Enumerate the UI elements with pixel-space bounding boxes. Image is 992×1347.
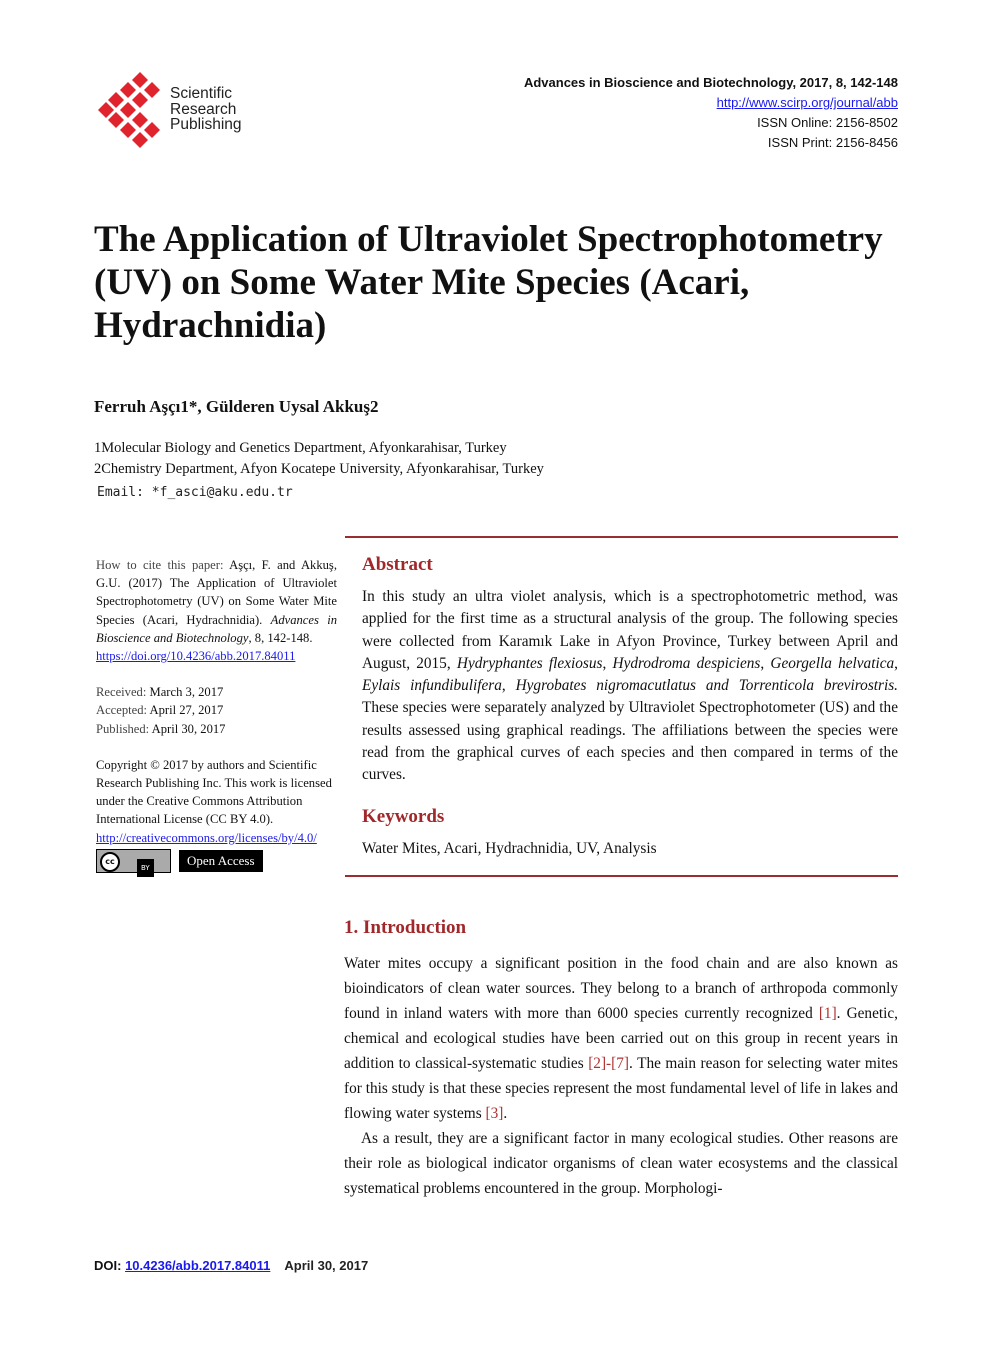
journal-url-link[interactable]: http://www.scirp.org/journal/abb xyxy=(716,95,898,110)
reference-link[interactable]: [3] xyxy=(485,1105,504,1122)
journal-header xyxy=(524,73,898,153)
published-date: April 30, 2017 xyxy=(151,721,226,736)
text: . The main reason for selecting water mites for this study is that these species represent the most fundamental level of life in lakes and flowing water systems xyxy=(344,1055,898,1122)
journal-citation: Advances in Bioscience and Biotechnology, 2017, 8, 142-148 xyxy=(523,75,898,90)
cite-text: Aşçı, F. and Akkuş, G.U. (2017) The Application of Ultraviolet Spectrophotometry (UV) on Some Water Mite Species (Acari, Hydrachnidia). xyxy=(96,558,337,627)
cite-label: How to cite this paper: xyxy=(96,558,224,572)
abstract-p2: These species were separately analyzed by Ultraviolet Spectrophotometer (US) and the results assessed using graphical readings. The affiliations between the species were read from the graphical curves of each species and then compared in terms of the curves. xyxy=(362,699,898,784)
keywords-heading: Keywords xyxy=(362,806,445,827)
published-label: Published: xyxy=(96,721,150,736)
affiliation: 2Chemistry Department, Afyon Kocatepe University, Afyonkarahisar, Turkey xyxy=(94,461,544,477)
reference-link[interactable]: [7] xyxy=(611,1055,629,1072)
introduction-text xyxy=(344,951,898,1201)
issn-print: ISSN Print: 2156-8456 xyxy=(767,135,898,150)
paragraph xyxy=(344,951,898,1126)
text: Water mites occupy a significant position in the food chain and are also known as bioindicators of clean water sources. They belong to a branch of arthropoda commonly found in inland waters with more than 6000 species currently recognized xyxy=(344,955,898,1022)
footer-date: April 30, 2017 xyxy=(284,1258,369,1273)
accepted-date: April 27, 2017 xyxy=(149,703,224,718)
species: Torrenticola brevirostris. xyxy=(738,677,898,695)
accepted-label: Accepted: xyxy=(96,703,148,718)
footer xyxy=(94,1258,368,1273)
ref-dash: - xyxy=(606,1055,612,1072)
keywords-text: Water Mites, Acari, Hydrachnidia, UV, Analysis xyxy=(362,840,657,857)
email: Email: *f_asci@aku.edu.tr xyxy=(97,485,293,500)
citation xyxy=(96,556,337,665)
by-label: BY xyxy=(137,859,154,877)
species: Hydryphantes flexiosus xyxy=(456,654,603,672)
cc-by-badge[interactable] xyxy=(96,849,171,873)
badges xyxy=(96,849,337,873)
species: Eylais infundibulifera xyxy=(362,677,502,695)
issn-online: ISSN Online: 2156-8502 xyxy=(757,115,898,130)
logo-line: Publishing xyxy=(170,116,242,133)
dates xyxy=(96,683,337,738)
affiliations xyxy=(94,438,544,480)
license-link[interactable]: http://creativecommons.org/licenses/by/4.0/ xyxy=(96,830,317,845)
logo-text xyxy=(170,86,242,133)
abstract-text: In this study an ultra violet analysis, which is a spectrophotometric method, was applied for the first time as a structural analysis of the group. The following species were collected from Karamık Lake in Afyon Province, Turkey between April and August, 2015, Hydryphantes flexiosus, Hydrodroma despiciens, Georgella helvatica, Eylais infundibulifera, Hygrobates nigromacutlatus and Torrenticola brevirostris. These species were separately analyzed by Ultraviolet Spectrophotometer (US) and the results assessed using graphical readings. The affiliations between the species were read from the graphical curves of each species and then compared in terms of the curves. xyxy=(362,588,898,784)
abstract-heading: Abstract xyxy=(362,554,433,575)
logo-line: Scientific xyxy=(170,85,233,102)
paragraph: As a result, they are a significant factor in many ecological studies. Other reasons are their role as biological indicator organisms of clean water ecosystems and the classical systematical problems encountered in the group. Morphologi- xyxy=(344,1130,898,1197)
publisher-logo xyxy=(98,72,258,148)
text: . Genetic, chemical and ecological studies have been carried out on this group in recent years in addition to classical-systematic studies xyxy=(344,1005,898,1072)
and: and xyxy=(705,677,729,695)
cite-pages: , 8, 142-148. xyxy=(248,630,313,645)
sidebar xyxy=(96,556,337,873)
introduction-heading: 1. Introduction xyxy=(344,917,467,938)
doi-label: DOI: xyxy=(94,1258,126,1273)
authors: Ferruh Aşçı1*, Gülderen Uysal Akkuş2 xyxy=(94,397,379,416)
species: Hygrobates nigromacutlatus xyxy=(515,677,696,695)
reference-link[interactable]: [2] xyxy=(588,1055,607,1072)
received-date: March 3, 2017 xyxy=(149,685,224,700)
received-label: Received: xyxy=(96,685,147,700)
reference-link[interactable]: [1] xyxy=(818,1005,837,1022)
species: Georgella helvatica xyxy=(770,654,895,672)
affiliation: 1Molecular Biology and Genetics Department, Afyonkarahisar, Turkey xyxy=(94,440,507,456)
logo-line: Research xyxy=(170,100,237,118)
copyright: Copyright © 2017 by authors and Scientific Research Publishing Inc. This work is licensed under the Creative Commons Attribution International License (CC BY 4.0). xyxy=(96,757,332,827)
species: Hydrodroma despiciens xyxy=(612,654,761,672)
logo-diamonds-icon xyxy=(98,72,164,148)
footer-doi-link[interactable]: 10.4236/abb.2017.84011 xyxy=(125,1258,271,1273)
divider xyxy=(345,536,898,538)
paper-title: The Application of Ultraviolet Spectrophotometry (UV) on Some Water Mite Species (Acari, Hydrachnidia) xyxy=(94,219,883,346)
divider xyxy=(345,875,898,877)
abstract-p1: In this study an ultra violet analysis, which is a spectrophotometric method, was applied for the first time as a structural analysis of the group. The following species were collected from Karamık Lake in Afyon Province, Turkey between April and August, 2015, xyxy=(362,588,898,672)
cite-journal: Advances in Bioscience and Biotechnology xyxy=(96,612,337,645)
text: . xyxy=(503,1105,508,1122)
doi-link[interactable]: https://doi.org/10.4236/abb.2017.84011 xyxy=(96,649,296,664)
cc-icon: cc xyxy=(100,852,120,872)
open-access-badge: Open Access xyxy=(179,850,263,872)
